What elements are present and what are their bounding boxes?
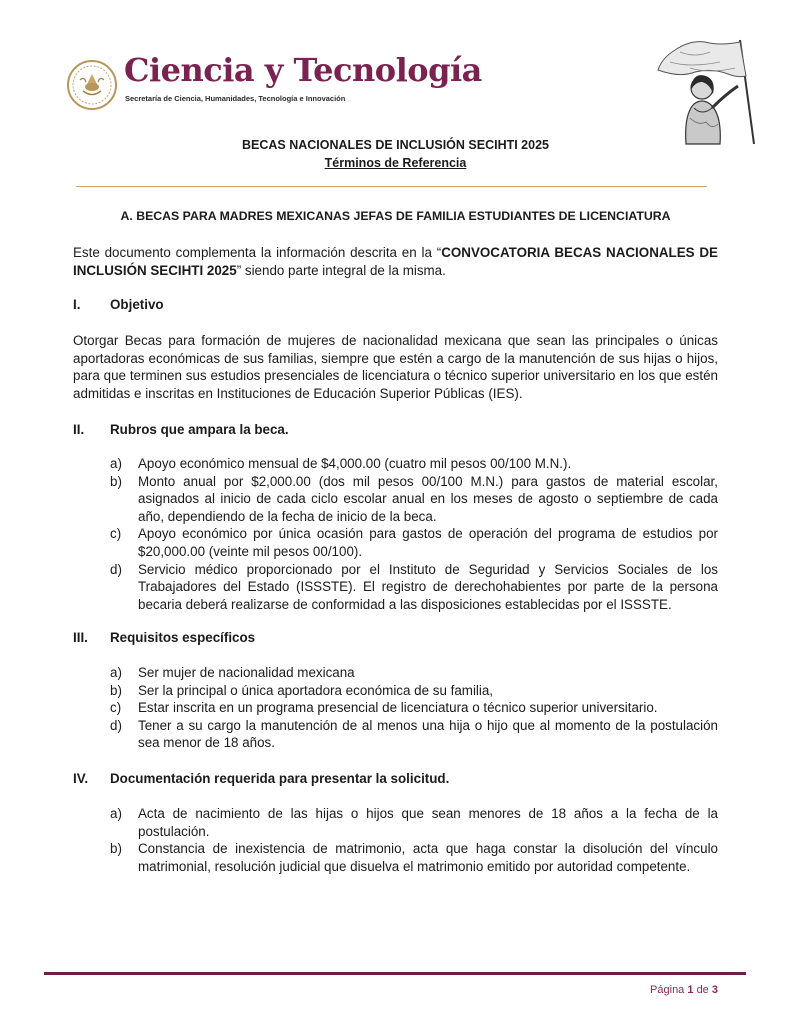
list-item: d) Tener a su cargo la manutención de al menos una hija o hijo que al momento de la postulación sea menor de 18 años.	[110, 717, 718, 751]
logo-title: Ciencia y Tecnología	[124, 51, 482, 89]
woman-with-flag-illustration-icon	[650, 38, 760, 146]
section-a-heading: A. BECAS PARA MADRES MEXICANAS JEFAS DE FAMILIA ESTUDIANTES DE LICENCIATURA	[120, 209, 671, 223]
section-heading-documentacion: IV. Documentación requerida para presentar la solicitud.	[73, 771, 450, 786]
list-item: c) Estar inscrita en un programa presencial de licenciatura o técnico superior universitario.	[110, 700, 658, 716]
mexico-seal-icon	[66, 58, 118, 112]
requisitos-list	[110, 664, 718, 752]
convocatoria-name: CONVOCATORIA BECAS NACIONALES DE INCLUSIÓN SECIHTI 2025	[73, 245, 718, 278]
document-subtitle: Términos de Referencia	[324, 156, 467, 170]
document-title: BECAS NACIONALES DE INCLUSIÓN SECIHTI 2025	[242, 138, 549, 152]
intro-paragraph: Este documento complementa la información descrita en la “CONVOCATORIA BECAS NACIONALES DE INCLUSIÓN SECIHTI 2025” siendo parte integral de la misma.	[73, 245, 718, 278]
list-item: c) Apoyo económico por única ocasión para gastos de operación del programa de estudios por $20,000.00 (veinte mil pesos 00/100).	[110, 526, 718, 559]
list-item: b) Ser la principal o única aportadora económica de su familia,	[110, 682, 494, 698]
list-item: a) Ser mujer de nacionalidad mexicana	[110, 665, 355, 680]
section-heading-requisitos: III. Requisitos específicos	[73, 630, 256, 645]
objetivo-paragraph: Otorgar Becas para formación de mujeres de nacionalidad mexicana que sean las principales o únicas aportadoras económicas de sus familias, siempre que estén a cargo de la manutención de sus hijas o hijos, para que terminen sus estudios presenciales de licenciatura o técnico superior universitario en los que estén admitidas e inscritas en Instituciones de Educación Superior Públicas (IES).	[73, 333, 718, 401]
rubros-list	[110, 455, 718, 613]
list-item: a) Apoyo económico mensual de $4,000.00 (cuatro mil pesos 00/100 M.N.).	[110, 456, 572, 471]
list-item: d) Servicio médico proporcionado por el Instituto de Seguridad y Servicios Sociales de los Trabajadores del Estado (ISSSTE). El registro de derechohabientes por parte de la persona becaria deberá realizarse de conformidad a las disposiciones establecidas por el ISSSTE.	[110, 561, 718, 612]
section-heading-objetivo: I. Objetivo	[73, 297, 164, 312]
logo-subtitle: Secretaría de Ciencia, Humanidades, Tecnología e Innovación	[125, 94, 346, 103]
list-item: b) Constancia de inexistencia de matrimonio, acta que haga constar la disolución del vínculo matrimonial, resolución judicial que disuelva el matrimonio emitido por autoridad competente.	[110, 841, 718, 874]
list-item: a) Acta de nacimiento de las hijas o hijos que sean menores de 18 años a la fecha de la postulación.	[110, 806, 718, 839]
footer-divider	[44, 972, 746, 975]
section-heading-rubros: II. Rubros que ampara la beca.	[73, 422, 289, 437]
list-item: b) Monto anual por $2,000.00 (dos mil pesos 00/100 M.N.) para gastos de material escolar, asignados al inicio de cada ciclo escolar anual en los meses de agosto o septiembre de cada año, dependiendo de la fecha de inicio de la beca.	[110, 473, 718, 524]
header-divider	[76, 186, 707, 187]
page-number: Página 1 de 3	[650, 984, 718, 996]
documentacion-list	[110, 805, 718, 875]
